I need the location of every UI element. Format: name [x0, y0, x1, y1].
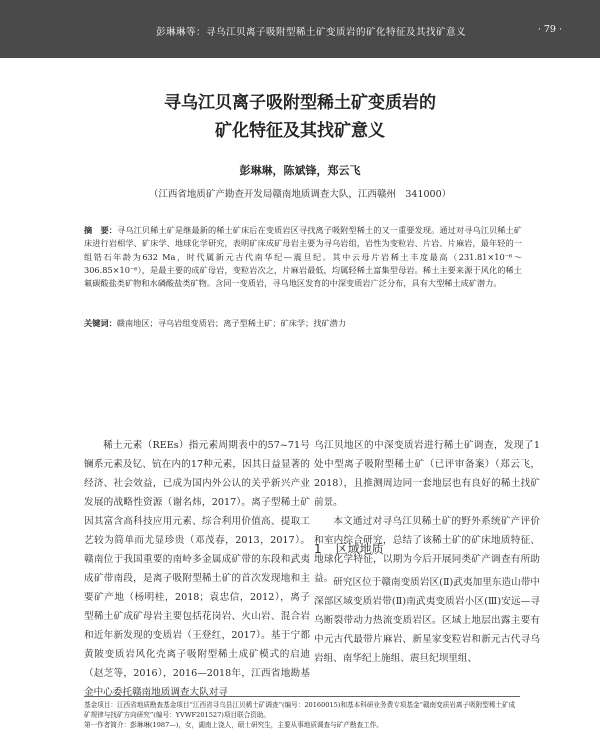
paper-title-line-1: 寻乌江贝离子吸附型稀土矿变质岩的 — [164, 93, 436, 113]
funding-footnote: 基金项目：江西省地质勘查基金项目“江西省寻乌县江贝稀土矿调查”(编号：20160015)和基本科研业务费专项基金“赣南变质岩离子吸附型稀土矿成矿规律与找矿方向研究”(编号：YVWF201527)项目联合资助。 — [84, 701, 516, 719]
section-heading — [314, 540, 384, 557]
body-left-column — [84, 436, 310, 702]
keywords-text: 赣南地区；寻乌岩组变质岩；离子型稀土矿；矿床学；找矿潜力 — [116, 318, 347, 328]
body-right-column — [314, 436, 540, 588]
section-title: 区域地质 — [335, 542, 384, 556]
abstract-label: 摘 要： — [84, 225, 118, 235]
running-title: 彭琳琳等：寻乌江贝离子吸附型稀土矿变质岩的矿化特征及其找矿意义 — [156, 27, 467, 38]
regional-geology-column — [314, 573, 540, 668]
author-list: 彭琳琳，陈斌锋，郑云飞 — [239, 164, 361, 177]
purpose-paragraph: 本文通过对寻乌江贝稀土矿的野外系统矿产评价和室内综合研究，总结了该稀土矿的矿床地质特征、地球化学特征，以期为今后开展同类矿产调查有所助益。 — [314, 516, 540, 584]
running-header — [0, 0, 600, 58]
intro-continued-paragraph: 乌江贝地区的中深变质岩进行稀土矿调查，发现了1处中型离子吸附型稀土矿（已评审备案）（郑云飞，2018），且推测周边同一套地层也有良好的稀土找矿前景。 — [314, 440, 540, 508]
keywords — [84, 317, 522, 330]
footnote-divider — [84, 696, 520, 697]
abstract-text: 寻乌江贝稀土矿是继最新的稀土矿床后在变质岩区寻找离子吸附型稀土的又一重要发现。通过对寻乌江贝稀土矿床进行岩相学、矿床学、地球化学研究，表明矿床成矿母岩主要为寻乌岩组，岩性为变粒岩、片岩、片麻岩，最年轻的一组锆石年龄为632 Ma，时代属新元古代南华纪—震旦纪。其中云母片岩稀土丰度最高（231.81×10⁻⁶～306.85×10⁻⁶），是最主要的成矿母岩，变粒岩次之，片麻岩最低，均属轻稀土富集型母岩。稀土主要来源于风化的稀土氟碳酸盐类矿物和水磷酸盐类矿物。含同一变质岩，寻乌地区发育的中深变质岩广泛分布，具有大型稀土成矿潜力。 — [84, 225, 522, 289]
regional-geology-paragraph: 研究区位于赣南变质岩区(Ⅱ)武夷加里东造山带中深部区域变质岩带(Ⅱ)南武夷变质岩小区(Ⅲ)安远—寻乌断裂带动力热流变质岩区。区域上地层出露主要有中元古代最带片麻岩、新星家变粒岩和新元古代寻乌岩组、南华纪上施组、震旦纪坝里组、 — [314, 577, 540, 664]
paper-title-line-2: 矿化特征及其找矿意义 — [215, 121, 385, 141]
keywords-label: 关键词： — [84, 318, 117, 328]
abstract — [84, 224, 522, 290]
affiliation: （江西省地质矿产勘查开发局赣南地质调查大队，江西赣州 341000） — [148, 189, 452, 200]
intro-paragraph: 稀土元素（REEs）指元素周期表中的57~71号镧系元素及钇、钪在内的17种元素，因其日益显著的经济、社会效益，已成为国内外公认的关乎新兴产业发展的战略性资源（谢名炜，2017）。离子型稀土矿因其富含高科技应用元素、综合利用价值高、提取工艺较为简单而尤显珍贵（邓茂春，2013，2017）。赣南位于我国重要的南岭多金属成矿带的东段和武夷成矿带南段，是离子吸附型稀土矿的首次发现地和主要矿产地（杨明桂，2018；袁忠信，2012），离子型稀土矿成矿母岩主要包括花岗岩、火山岩、混合岩和近年新发现的变质岩（王登红，2017）。基于宁都黄陂变质岩风化壳离子吸附型稀土成矿模式的启迪（赵芝等，2016），2016—2018年，江西省地勘基金中心委托赣南地质调查大队对寻 — [84, 440, 310, 698]
page-number: · 79 · — [537, 24, 562, 35]
section-number: 1 — [314, 542, 322, 556]
author-footnote: 第一作者简介：彭琳琳(1987—)，女，湖南上饶人，硕士研究生，主要从事地质调查与矿产勘查工作。 — [84, 721, 383, 729]
